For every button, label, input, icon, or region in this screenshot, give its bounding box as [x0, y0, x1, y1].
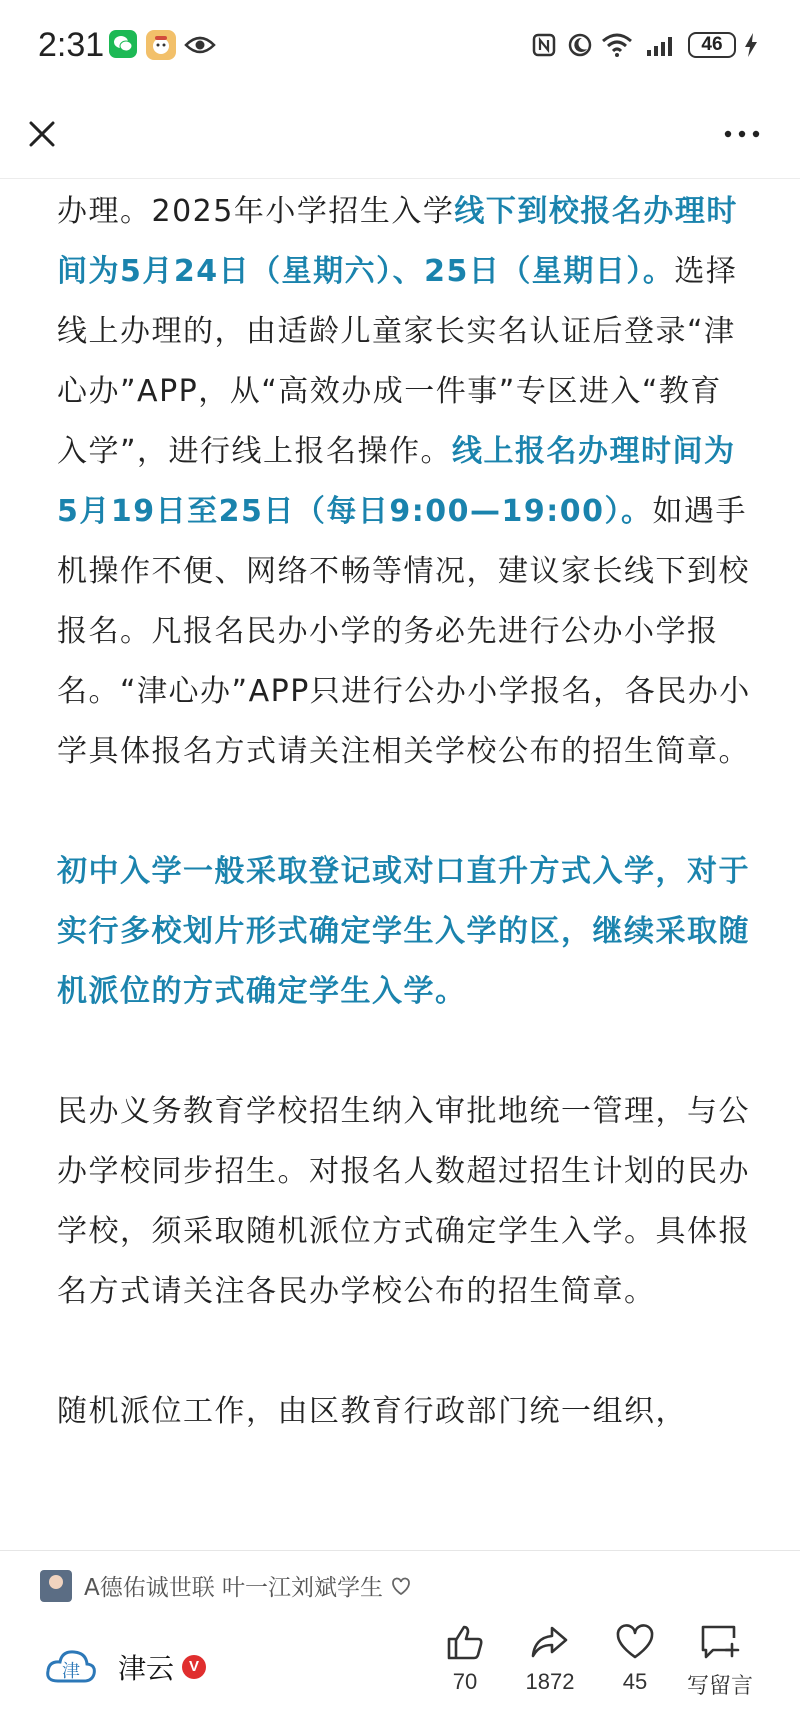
favorite-button[interactable] — [590, 1623, 680, 1695]
like-button[interactable] — [420, 1623, 510, 1695]
article-body — [57, 182, 752, 1550]
signal-icon — [645, 30, 679, 60]
highlight-text: 线下到校报名办理时间为5月24日（星期六）、25日（星期日）。 — [57, 194, 738, 289]
charging-icon — [743, 30, 759, 60]
logo-icon — [46, 1647, 96, 1687]
share-count: 1872 — [525, 1669, 575, 1694]
share-button[interactable] — [505, 1623, 595, 1695]
paragraph-text: 如遇手机操作不便、网络不畅等情况，建议家长线下到校报名。凡报名民办小学的务必先进行公办小学报名。“津心办”APP只进行公办小学报名，各民办小学具体报名方式请关注相关学校公布的招生简章。 — [57, 494, 751, 769]
share-icon — [505, 1623, 595, 1661]
wechat-icon — [109, 30, 137, 58]
bottom-bar — [0, 1550, 800, 1728]
related-text: A德佑诚世联 叶一江刘斌学生 — [84, 1575, 384, 1601]
eye-icon — [183, 30, 217, 60]
svg-text:津: 津 — [62, 1661, 80, 1682]
wifi-icon — [601, 30, 633, 60]
nfc-icon — [531, 30, 557, 60]
status-bar — [0, 0, 800, 92]
comment-label: 写留言 — [686, 1673, 753, 1698]
battery-icon: 46 — [688, 32, 736, 58]
avatar — [40, 1570, 72, 1602]
article-paragraph: 随机派位工作，由区教育行政部门统一组织， — [57, 1394, 687, 1429]
comment-button[interactable] — [675, 1623, 765, 1700]
more-icon[interactable] — [722, 114, 762, 154]
like-icon — [420, 1623, 510, 1661]
top-bar — [0, 92, 800, 179]
verified-badge: V — [182, 1655, 206, 1679]
close-icon[interactable] — [22, 114, 62, 154]
paragraph-text: 办理。2025年小学招生入学 — [57, 194, 455, 229]
highlight-text: 线上报名办理时间为5月19日至25日（每日9:00—19:00）。 — [57, 434, 736, 529]
app-icon — [146, 30, 176, 60]
article-highlight-paragraph: 初中入学一般采取登记或对口直升方式入学，对于实行多校划片形式确定学生入学的区，继续采取随机派位的方式确定学生入学。 — [57, 854, 750, 1009]
comment-icon — [675, 1623, 765, 1661]
dnd-icon — [565, 30, 595, 60]
article-paragraph — [57, 182, 752, 782]
favorite-count: 45 — [622, 1669, 648, 1694]
author-name[interactable]: 津云 — [118, 1652, 175, 1685]
status-time: 2:31 — [38, 26, 105, 64]
article-paragraph: 民办义务教育学校招生纳入审批地统一管理，与公办学校同步招生。对报名人数超过招生计划的民办学校，须采取随机派位方式确定学生入学。具体报名方式请关注各民办学校公布的招生简章。 — [57, 1094, 750, 1309]
heart-icon[interactable] — [389, 1574, 413, 1598]
like-count: 70 — [452, 1669, 478, 1694]
author-info[interactable] — [46, 1647, 206, 1687]
favorite-icon — [590, 1623, 680, 1661]
related-row[interactable] — [40, 1569, 413, 1602]
paragraph-text: 选择线上办理的，由适龄儿童家长实名认证后登录“津心办”APP，从“高效办成一件事”专区进入“教育入学”，进行线上报名操作。 — [57, 254, 738, 469]
